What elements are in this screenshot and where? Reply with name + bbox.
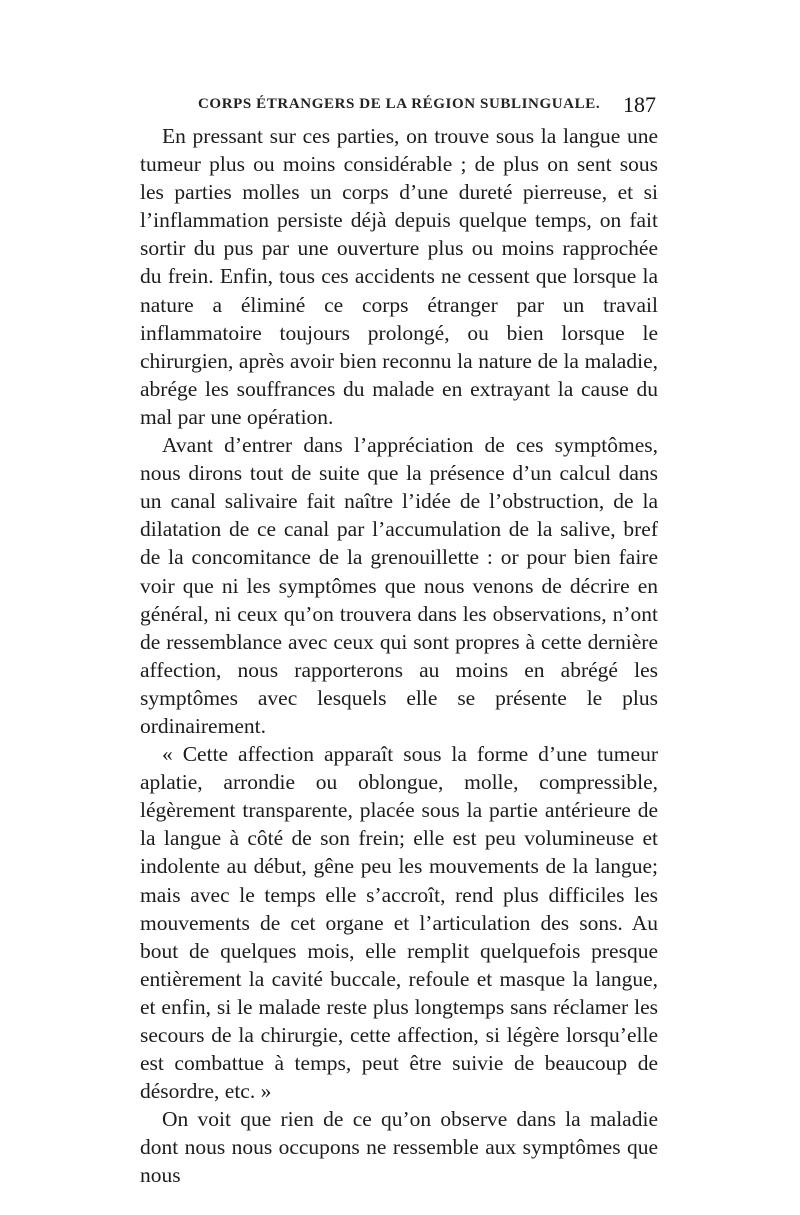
paragraph-4: On voit que rien de ce qu’on observe dans la maladie dont nous nous occupons ne ressemble aux symptômes que nous	[140, 1107, 658, 1188]
running-title: CORPS ÉTRANGERS DE LA RÉGION SUBLINGUALE.	[198, 96, 601, 112]
paragraph-3-quotation: « Cette affection apparaît sous la forme d’une tumeur aplatie, arrondie ou oblongue, molle, compressible, légèrement transparente, placée sous la partie antérieure de la langue à côté de son frein; elle est peu volumineuse et indolente au début, gêne peu les mouvements de la langue; mais avec le temps elle s’accroît, rend plus difficiles les mouvements de cet organe et l’articulation des sons. Au bout de quelques mois, elle remplit quelquefois presque entièrement la cavité buccale, refoule et masque la langue, et enfin, si le malade reste plus longtemps sans réclamer les secours de la chirurgie, cette affection, si légère lorsqu’elle est combattue à temps, peut être suivie de beaucoup de désordre, etc. »	[140, 742, 658, 1104]
page-number: 187	[623, 92, 656, 117]
paragraph-1: En pressant sur ces parties, on trouve sous la langue une tumeur plus ou moins considérable ; de plus on sent sous les parties molles un corps d’une dureté pierreuse, et si l’inflammation persiste déjà depuis quelque temps, on fait sortir du pus par une ouverture plus ou moins rapprochée du frein. Enfin, tous ces accidents ne cessent que lorsque la nature a éliminé ce corps étranger par un travail inflammatoire toujours prolongé, ou bien lorsque le chirurgien, après avoir bien reconnu la nature de la maladie, abrége les souffrances du malade en extrayant la cause du mal par une opération.	[140, 124, 658, 429]
book-page	[140, 92, 658, 1190]
paragraph-2: Avant d’entrer dans l’appréciation de ces symptômes, nous dirons tout de suite que la présence d’un calcul dans un canal salivaire fait naître l’idée de l’obstruction, de la dilatation de ce canal par l’accumulation de la salive, bref de la concomitance de la grenouillette : or pour bien faire voir que ni les symptômes que nous venons de décrire en général, ni ceux qu’on trouvera dans les observations, n’ont de ressemblance avec ceux qui sont propres à cette dernière affection, nous rapporterons au moins en abrégé les symptômes avec lesquels elle se présente le plus ordinairement.	[140, 433, 658, 738]
running-header	[140, 92, 658, 122]
body-text	[140, 122, 658, 1190]
